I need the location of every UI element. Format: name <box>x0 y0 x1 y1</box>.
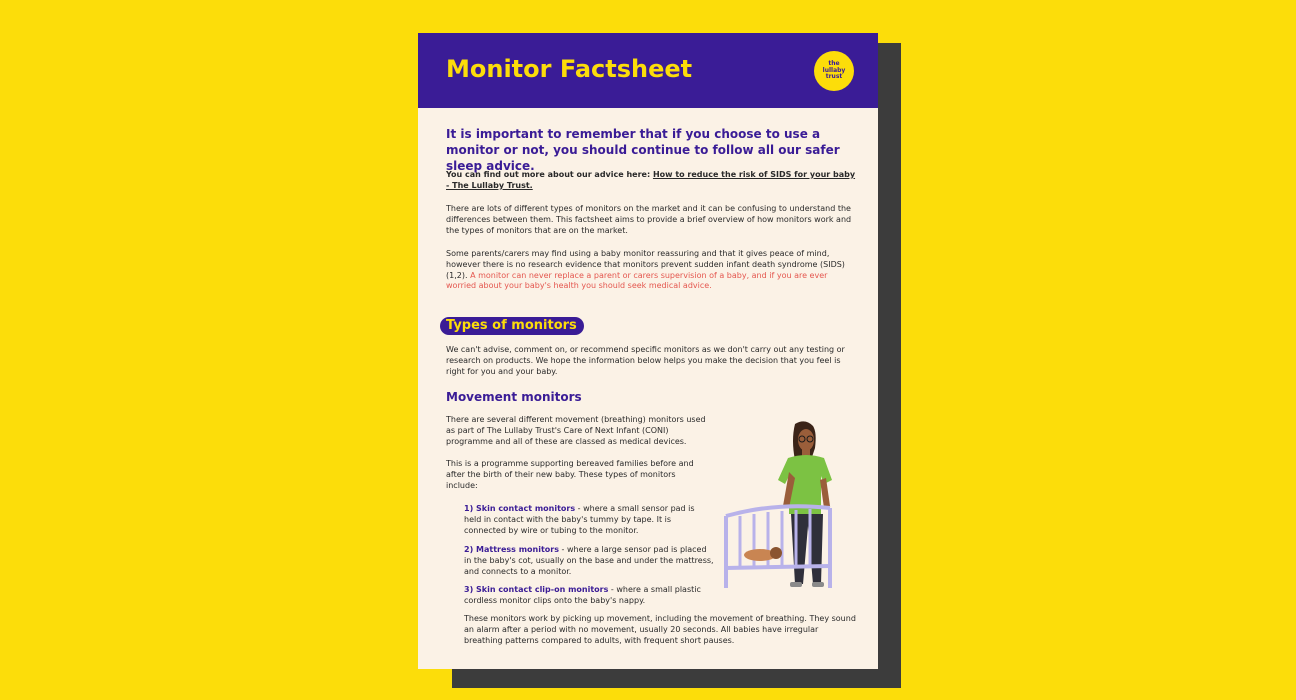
item-text: - where a small sensor pad is held in contact with the baby's tummy by tape. It is connected by wire or tubing to the monitor. <box>464 504 695 535</box>
item-label: 1) Skin contact monitors <box>464 504 576 513</box>
find-out-prefix: You can find out more about our advice here: <box>446 170 653 179</box>
list-item-clip-on <box>464 585 714 607</box>
item-text: - where a large sensor pad is placed in the baby's cot, usually on the base and under the mattress, and connects to a monitor. <box>464 545 714 576</box>
arm-right <box>820 478 830 508</box>
types-of-monitors-heading: Types of monitors <box>440 317 584 335</box>
baby-head <box>770 547 782 559</box>
medical-advice-warning: A monitor can never replace a parent or carers supervision of a baby, and if you are ever worried about your baby's health you should seek medical advice. <box>446 270 828 291</box>
lullaby-trust-logo <box>814 51 854 91</box>
types-paragraph: We can't advise, comment on, or recommend specific monitors as we don't carry out any testing or research on products. We hope the information below helps you make the decision that you feel is right for you and your baby. <box>446 345 845 376</box>
logo-line: the <box>828 60 840 68</box>
list-item-skin-contact <box>464 504 714 536</box>
intro-statement: It is important to remember that if you choose to use a monitor or not, you should continue to follow all our safer sleep advice. <box>446 127 840 173</box>
list-item-mattress <box>464 545 714 577</box>
overview-paragraph: There are lots of different types of monitors on the market and it can be confusing to understand the differences between them. This factsheet aims to provide a brief overview of how monitors work and the types of monitors that are on the market. <box>446 204 852 235</box>
reassurance-text: Some parents/carers may find using a baby monitor reassuring and that it gives peace of mind, however there is no research evidence that monitors prevent sudden infant death syndrome (SIDS) (1,2). <box>446 249 845 280</box>
face-shape <box>798 429 814 451</box>
reassurance-paragraph <box>446 249 858 292</box>
item-label: 2) Mattress monitors <box>464 545 559 554</box>
find-out-more <box>446 170 858 192</box>
item-text: - where a small plastic cordless monitor clips onto the baby's nappy. <box>464 585 701 605</box>
logo-line: trust <box>825 73 843 81</box>
movement-monitors-heading: Movement monitors <box>446 390 582 404</box>
movement-paragraph-2: This is a programme supporting bereaved families before and after the birth of their new baby. These types of monitors include: <box>446 459 694 490</box>
movement-paragraph-1: There are several different movement (breathing) monitors used as part of The Lullaby Trust's Care of Next Infant (CONI) programme and all of these are classed as medical devices. <box>446 415 706 446</box>
item-label: 3) Skin contact clip-on monitors <box>464 585 609 594</box>
logo-line: lullaby <box>822 66 846 74</box>
sids-advice-link[interactable]: How to reduce the risk of SIDS for your baby - The Lullaby Trust. <box>446 170 856 190</box>
header-banner <box>418 33 878 108</box>
factsheet-page <box>418 33 878 669</box>
shoe-left <box>790 582 802 587</box>
how-monitors-work-paragraph: These monitors work by picking up movement, including the movement of breathing. They sound an alarm after a period with no movement, usually 20 seconds. All babies have irregular breathing patterns compared to adults, with frequent short pauses. <box>464 614 856 645</box>
page-title: Monitor Factsheet <box>446 55 693 83</box>
parent-and-cot-illustration <box>718 416 848 596</box>
shoe-right <box>812 582 824 587</box>
